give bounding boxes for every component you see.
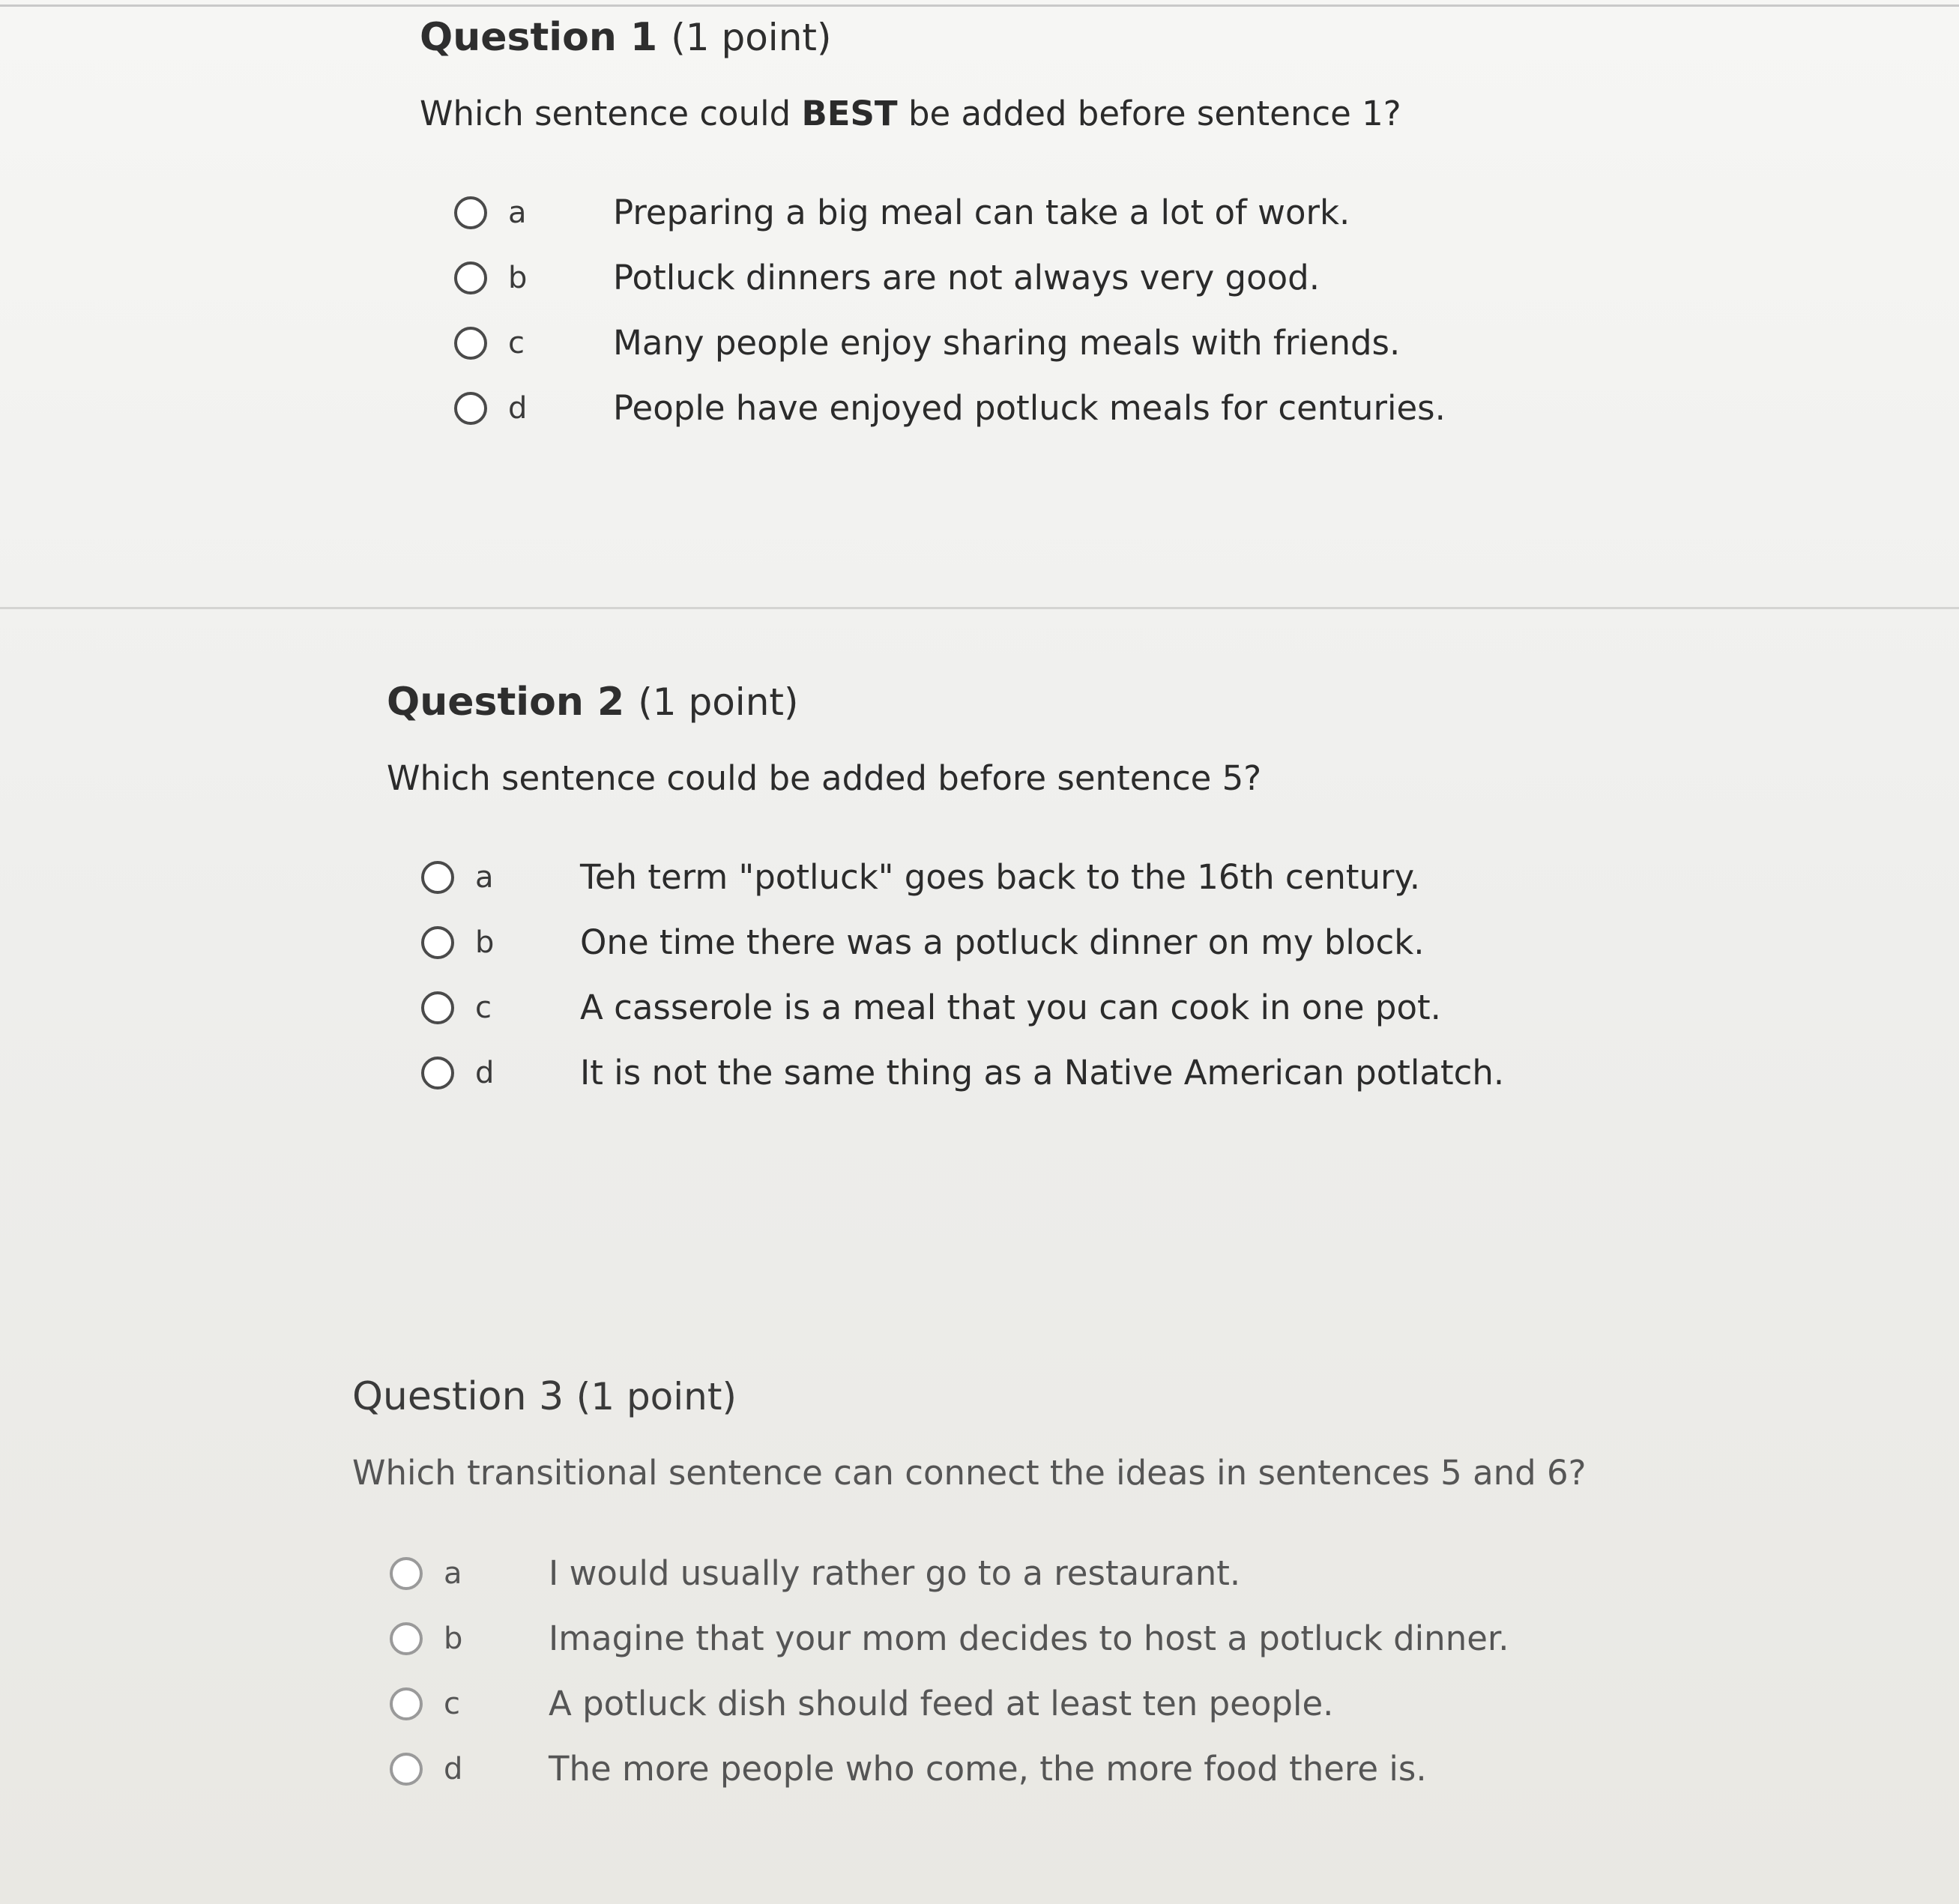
radio-button[interactable] — [390, 1687, 423, 1720]
option-text: Imagine that your mom decides to host a potluck dinner. — [549, 1619, 1509, 1658]
question-heading — [420, 13, 1446, 61]
answer-options — [387, 844, 1504, 1105]
option-letter: b — [475, 925, 495, 960]
option-letter: c — [508, 325, 525, 360]
option-text: Potluck dinners are not always very good. — [613, 258, 1320, 297]
question-3 — [352, 1373, 1587, 1813]
option-letter: c — [444, 1686, 460, 1721]
option-text: A potluck dish should feed at least ten people. — [549, 1684, 1334, 1723]
option-c[interactable] — [390, 1671, 1587, 1736]
option-d[interactable] — [390, 1736, 1587, 1801]
radio-button[interactable] — [390, 1622, 423, 1655]
question-prompt: Which sentence could be added before sentence 5? — [387, 758, 1262, 798]
top-divider — [0, 4, 1959, 7]
question-prompt: Which transitional sentence can connect the ideas in sentences 5 and 6? — [352, 1453, 1587, 1493]
question-title: Question 1 — [420, 15, 658, 60]
question-prompt — [420, 91, 1446, 136]
radio-button[interactable] — [421, 926, 454, 959]
question-2 — [387, 678, 1504, 1117]
question-points: (1 point) — [671, 16, 832, 59]
radio-button[interactable] — [421, 861, 454, 894]
radio-button[interactable] — [421, 1057, 454, 1089]
question-points: (1 point) — [638, 680, 799, 724]
option-text: A casserole is a meal that you can cook in one pot. — [580, 988, 1441, 1027]
option-letter: b — [444, 1621, 463, 1656]
answer-options — [352, 1541, 1587, 1801]
option-letter: b — [508, 260, 528, 295]
radio-button[interactable] — [454, 392, 487, 425]
question-title: Question 3 — [352, 1374, 564, 1419]
option-text: I would usually rather go to a restaurant. — [549, 1553, 1241, 1593]
option-letter: d — [508, 390, 528, 426]
question-points: (1 point) — [576, 1375, 737, 1418]
prompt-text: Which sentence could — [420, 94, 802, 133]
question-1 — [420, 13, 1446, 453]
question-heading — [352, 1373, 1587, 1421]
option-text: One time there was a potluck dinner on my block. — [580, 922, 1425, 962]
option-letter: d — [475, 1055, 495, 1090]
radio-button[interactable] — [421, 991, 454, 1024]
option-letter: c — [475, 990, 492, 1025]
question-divider — [0, 607, 1959, 609]
option-d[interactable] — [421, 1040, 1504, 1105]
option-a[interactable] — [454, 180, 1446, 245]
radio-button[interactable] — [454, 327, 487, 360]
option-text: Preparing a big meal can take a lot of work. — [613, 193, 1350, 232]
prompt-text: be added before sentence 1? — [897, 94, 1401, 133]
option-letter: a — [444, 1556, 462, 1591]
option-letter: a — [475, 859, 494, 895]
option-b[interactable] — [390, 1606, 1587, 1671]
option-a[interactable] — [390, 1541, 1587, 1606]
question-title: Question 2 — [387, 680, 625, 725]
option-letter: a — [508, 195, 527, 230]
option-letter: d — [444, 1751, 463, 1786]
option-text: Many people enjoy sharing meals with friends. — [613, 323, 1401, 363]
option-a[interactable] — [421, 844, 1504, 910]
option-c[interactable] — [454, 310, 1446, 375]
radio-button[interactable] — [390, 1557, 423, 1590]
radio-button[interactable] — [454, 196, 487, 229]
option-c[interactable] — [421, 975, 1504, 1040]
radio-button[interactable] — [390, 1753, 423, 1786]
option-text: People have enjoyed potluck meals for centuries. — [613, 388, 1446, 428]
answer-options — [420, 180, 1446, 441]
option-text: The more people who come, the more food there is. — [549, 1749, 1427, 1789]
question-heading — [387, 678, 1504, 726]
option-text: It is not the same thing as a Native American potlatch. — [580, 1053, 1505, 1092]
radio-button[interactable] — [454, 262, 487, 294]
option-text: Teh term "potluck" goes back to the 16th century. — [580, 857, 1421, 897]
option-d[interactable] — [454, 375, 1446, 441]
option-b[interactable] — [421, 910, 1504, 975]
option-b[interactable] — [454, 245, 1446, 310]
prompt-emphasis: BEST — [801, 94, 898, 133]
